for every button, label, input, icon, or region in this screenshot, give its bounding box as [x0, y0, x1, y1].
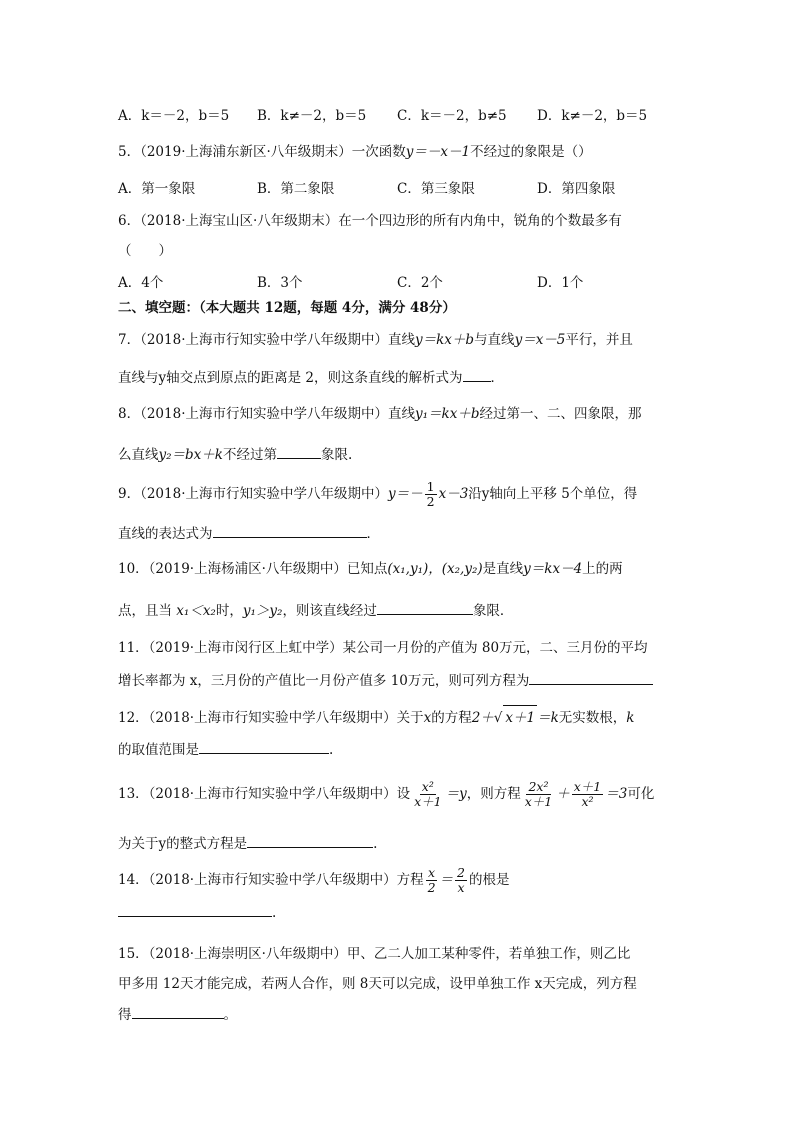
q8-end: 象限. — [320, 447, 353, 463]
q10-cond-1: x₁＜x₂ — [176, 603, 216, 619]
q13-plus: ＋ — [556, 786, 570, 802]
q14-fraction-1 — [426, 866, 438, 895]
q12-radicand: x＋1 — [503, 705, 537, 726]
q9-end: ． — [366, 526, 380, 542]
q8-line2a: 么直线 — [118, 447, 159, 463]
q15-answer-blank[interactable] — [132, 1006, 224, 1019]
q13-end: . — [373, 836, 378, 852]
q4-option-c[interactable]: C．k＝－2，b≠5 — [397, 108, 507, 124]
q14-f2-den: x — [457, 880, 465, 895]
q7-suffix: 平行，并且 — [565, 332, 633, 348]
q15-line3-text: 得 — [118, 1007, 132, 1023]
section-heading-fill-in: 二、填空题：（本大题共 12题，每题 4分，满分 48分） — [118, 300, 456, 316]
q6-option-d[interactable]: D．1个 — [537, 275, 584, 291]
q10-line2a: 点，且当 — [118, 603, 172, 619]
q13-line1 — [118, 780, 654, 809]
q8-line1 — [118, 402, 641, 422]
q10-end: 象限． — [472, 603, 514, 619]
q9-line2 — [118, 522, 380, 542]
q11-line2 — [118, 669, 653, 689]
q7-answer-blank[interactable] — [463, 369, 491, 382]
q12-answer-blank[interactable] — [199, 741, 329, 754]
q6-option-a[interactable]: A．4个 — [118, 275, 164, 291]
q11-line2-text: 增长率都为 x，三月份的产值比一月份产值多 10万元，则可列方程为 — [118, 673, 530, 689]
q15-end: 。 — [223, 1007, 237, 1023]
q14-f1-den: 2 — [427, 880, 436, 895]
q10-answer-blank[interactable] — [377, 602, 473, 615]
q13-fraction-1 — [412, 780, 444, 809]
q6-stem: 6．（2018·上海宝山区·八年级期末）在一个四边形的所有内角中，锐角的个数最多有 — [118, 213, 622, 229]
q10-line2 — [118, 599, 513, 619]
q15-line2: 甲多用 12天才能完成，若两人合作，则 8天可以完成，设甲单独工作 x天完成，列方程 — [118, 976, 637, 992]
q12-formula-post: ＝k — [537, 710, 559, 726]
q13-fraction-2 — [523, 780, 555, 809]
q15-line3 — [118, 1003, 237, 1023]
q13-f3-den: x² — [581, 794, 594, 809]
q12-var: x — [423, 710, 432, 726]
q9-fraction — [425, 480, 437, 509]
q15-line1: 15．（2018·上海崇明区·八年级期中）甲、乙二人加工某种零件，若单独工作，则乙比 — [118, 946, 631, 962]
q9-answer-blank[interactable] — [213, 525, 367, 538]
q10-suffix: 上的两 — [582, 561, 623, 577]
q13-fraction-3 — [572, 780, 604, 809]
q14-f2-num: 2 — [457, 865, 465, 880]
q9-line2-text: 直线的表达式为 — [118, 526, 213, 542]
q4-option-b[interactable]: B．k≠－2，b＝5 — [257, 108, 367, 124]
q12-line1 — [118, 705, 634, 726]
q7-line1 — [118, 328, 633, 348]
q13-prefix: 13．（2018·上海市行知实验中学八年级期中）设 — [118, 786, 411, 802]
q5-stem-prefix: 5．（2019·上海浦东新区·八年级期末）一次函数 — [118, 144, 406, 160]
q5-option-c[interactable]: C．第三象限 — [397, 181, 475, 197]
q13-f3-num: x＋1 — [573, 779, 602, 794]
q5-stem-suffix: 不经过的象限是（） — [470, 144, 592, 160]
q5-option-d[interactable]: D．第四象限 — [537, 181, 616, 197]
q14-suffix: 的根是 — [468, 872, 510, 888]
q14-end: . — [272, 905, 277, 921]
q12-prefix: 12．（2018·上海市行知实验中学八年级期中）关于 — [118, 710, 424, 726]
q6-paren: （ ） — [118, 243, 172, 259]
q7-formula-2: y＝x－5 — [514, 332, 566, 348]
q10-prefix: 10．（2019·上海杨浦区·八年级期中）已知点 — [118, 561, 388, 577]
q10-line1 — [118, 557, 623, 577]
q8-formula-1: y₁＝kx＋b — [415, 406, 480, 422]
q7-end: ． — [490, 370, 505, 386]
q14-f1-num: x — [428, 865, 436, 880]
q9-suffix: 沿y轴向上平移 5个单位，得 — [468, 486, 638, 502]
q10-mid: 是直线 — [482, 561, 524, 577]
q13-f1-num: x² — [421, 779, 434, 794]
q5-option-b[interactable]: B．第二象限 — [257, 181, 335, 197]
q10-line2c: ，则该直线经过 — [282, 603, 377, 619]
q12-root-sign: √ — [493, 710, 503, 726]
q14-fraction-2 — [455, 866, 467, 895]
q10-cond-2: y₁＞y₂ — [242, 603, 283, 619]
q13-f1-post: ＝y — [445, 786, 467, 802]
q9-frac-num: 1 — [426, 479, 435, 494]
q13-answer-blank[interactable] — [247, 835, 373, 848]
q6-option-b[interactable]: B．3个 — [257, 275, 303, 291]
q13-eq: ＝3 — [605, 786, 628, 802]
q9-frac-den: 2 — [426, 494, 435, 509]
q9-prefix: 9．（2018·上海市行知实验中学八年级期中） — [118, 486, 388, 502]
q6-option-c[interactable]: C．2个 — [397, 275, 443, 291]
q10-formula: y＝kx－4 — [523, 561, 583, 577]
q7-mid: 与直线 — [474, 332, 515, 348]
q8-line2b: 不经过第 — [222, 447, 277, 463]
q12-line2-text: 的取值范围是 — [118, 742, 199, 758]
q7-prefix: 7．（2018·上海市行知实验中学八年级期中）直线 — [118, 332, 415, 348]
q9-formula-pre: y＝－ — [388, 486, 423, 502]
q5-stem — [118, 140, 592, 160]
q8-prefix: 8．（2018·上海市行知实验中学八年级期中）直线 — [118, 406, 415, 422]
q12-suffix: 无实数根， — [558, 710, 627, 726]
q7-line2 — [118, 366, 504, 386]
q9-formula-post: x－3 — [438, 486, 469, 502]
q9-line1 — [118, 480, 637, 509]
q14-line1 — [118, 866, 509, 895]
q7-line2-text: 直线与y轴交点到原点的距离是 2，则这条直线的解析式为 — [118, 370, 463, 386]
q13-f2-num: 2x² — [528, 779, 549, 794]
q14-line2 — [118, 904, 276, 921]
q11-answer-blank[interactable] — [529, 672, 653, 685]
q5-option-a[interactable]: A．第一象限 — [118, 181, 196, 197]
q13-line2 — [118, 832, 377, 852]
q13-f1-den: x＋1 — [414, 794, 442, 809]
q8-suffix: 经过第一、二、四象限，那 — [479, 406, 642, 422]
q13-suffix: 可化 — [627, 786, 655, 802]
q4-option-a[interactable]: A．k＝－2，b＝5 — [118, 108, 230, 124]
q10-points: (x₁,y₁)，(x₂,y₂) — [387, 561, 483, 577]
q11-line1: 11．（2019·上海市闵行区上虹中学）某公司一月份的产值为 80万元，二、三月份的平均 — [118, 640, 648, 656]
q13-line2-text: 为关于y的整式方程是 — [118, 836, 248, 852]
q12-line2 — [118, 738, 333, 758]
q8-line2 — [118, 443, 352, 463]
q12-formula-pre: 2＋ — [471, 710, 494, 726]
q10-line2b: 时， — [215, 603, 243, 619]
q14-prefix: 14．（2018·上海市行知实验中学八年级期中）方程 — [118, 872, 424, 888]
q12-mid: 的方程 — [431, 710, 472, 726]
q12-end: . — [329, 742, 334, 758]
q13-f2-den: x＋1 — [524, 794, 553, 809]
q14-answer-blank[interactable] — [118, 904, 272, 917]
q5-formula: y＝－x－1 — [405, 144, 471, 160]
q7-formula-1: y＝kx＋b — [415, 332, 475, 348]
q8-formula-2: y₂＝bx＋k — [158, 447, 223, 463]
q12-k: k — [626, 710, 635, 726]
q13-mid: ，则方程 — [466, 786, 521, 802]
q4-option-d[interactable]: D．k≠－2，b＝5 — [537, 108, 648, 124]
q14-eq: ＝ — [439, 872, 454, 888]
q8-answer-blank[interactable] — [277, 446, 321, 459]
